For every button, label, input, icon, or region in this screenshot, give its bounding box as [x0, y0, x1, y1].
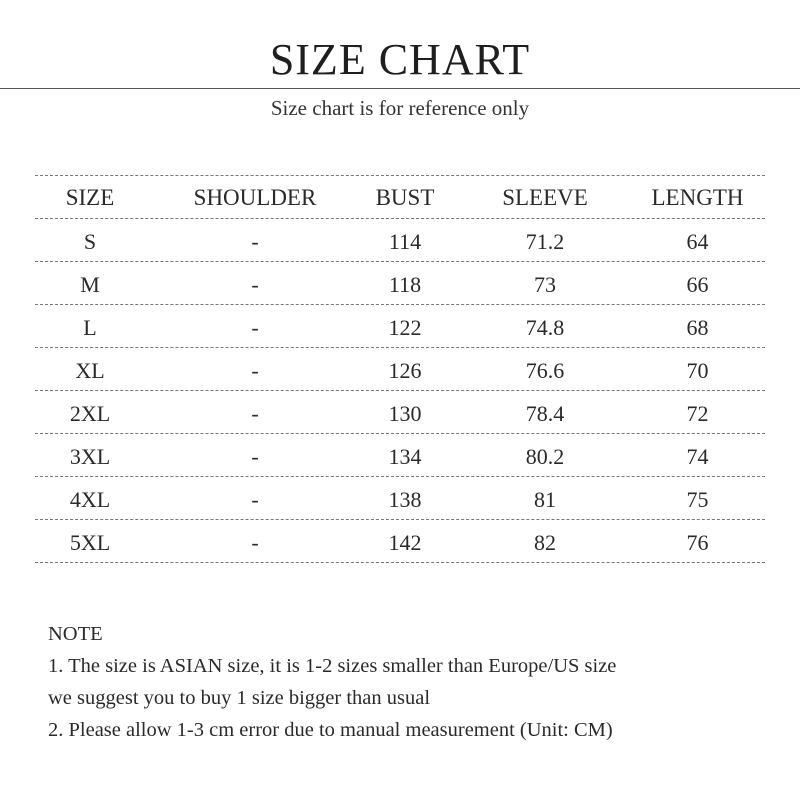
table-row [35, 434, 765, 477]
cell-shoulder: - [251, 487, 259, 512]
cell-bust: 122 [388, 315, 422, 340]
size-table [35, 175, 765, 563]
cell-size: XL [75, 358, 105, 383]
table-row [35, 391, 765, 434]
cell-bust: 130 [388, 401, 422, 426]
cell-sleeve: 81 [534, 487, 556, 512]
notes-heading: NOTE [48, 623, 103, 645]
note-line: 1. The size is ASIAN size, it is 1-2 sizes smaller than Europe/US size [48, 655, 617, 677]
column-header-size: SIZE [65, 185, 115, 210]
cell-sleeve: 82 [534, 530, 556, 555]
cell-length: 68 [686, 315, 709, 340]
cell-shoulder: - [251, 444, 259, 469]
cell-sleeve: 76.6 [525, 358, 565, 383]
table-row [35, 348, 765, 391]
cell-bust: 114 [388, 229, 422, 254]
cell-sleeve: 80.2 [525, 444, 565, 469]
table-header-row [35, 175, 765, 219]
cell-bust: 134 [388, 444, 422, 469]
page-subtitle: Size chart is for reference only [270, 96, 530, 120]
cell-shoulder: - [251, 401, 259, 426]
cell-length: 75 [686, 487, 709, 512]
cell-size: 4XL [69, 487, 111, 512]
cell-shoulder: - [251, 358, 259, 383]
cell-length: 66 [686, 272, 709, 297]
column-header-bust: BUST [375, 185, 435, 210]
column-header-sleeve: SLEEVE [502, 185, 588, 210]
notes-section [48, 618, 768, 746]
cell-shoulder: - [251, 530, 259, 555]
cell-length: 76 [686, 530, 709, 555]
page-title: SIZE CHART [269, 35, 531, 84]
cell-size: M [80, 272, 100, 297]
cell-sleeve: 74.8 [525, 315, 565, 340]
table-row [35, 219, 765, 262]
table-row [35, 477, 765, 520]
cell-bust: 126 [388, 358, 422, 383]
table-body [35, 219, 765, 563]
column-header-shoulder: SHOULDER [193, 185, 317, 210]
note-line: we suggest you to buy 1 size bigger than usual [48, 687, 431, 709]
note-line: 2. Please allow 1-3 cm error due to manual measurement (Unit: CM) [48, 719, 613, 741]
column-header-length: LENGTH [651, 185, 744, 210]
cell-shoulder: - [251, 229, 259, 254]
cell-size: 3XL [69, 444, 111, 469]
cell-size: S [83, 229, 97, 254]
cell-length: 74 [686, 444, 709, 469]
cell-sleeve: 73 [534, 272, 556, 297]
table-row [35, 262, 765, 305]
cell-length: 70 [686, 358, 709, 383]
cell-sleeve: 78.4 [525, 401, 565, 426]
table-row [35, 305, 765, 348]
table-row [35, 520, 765, 563]
cell-size: L [83, 315, 97, 340]
cell-size: 5XL [69, 530, 111, 555]
cell-length: 64 [686, 229, 709, 254]
cell-length: 72 [686, 401, 709, 426]
cell-size: 2XL [69, 401, 111, 426]
cell-bust: 142 [388, 530, 422, 555]
title-divider [0, 88, 800, 89]
cell-shoulder: - [251, 315, 259, 340]
cell-shoulder: - [251, 272, 259, 297]
cell-bust: 138 [388, 487, 422, 512]
cell-sleeve: 71.2 [525, 229, 565, 254]
cell-bust: 118 [388, 272, 422, 297]
